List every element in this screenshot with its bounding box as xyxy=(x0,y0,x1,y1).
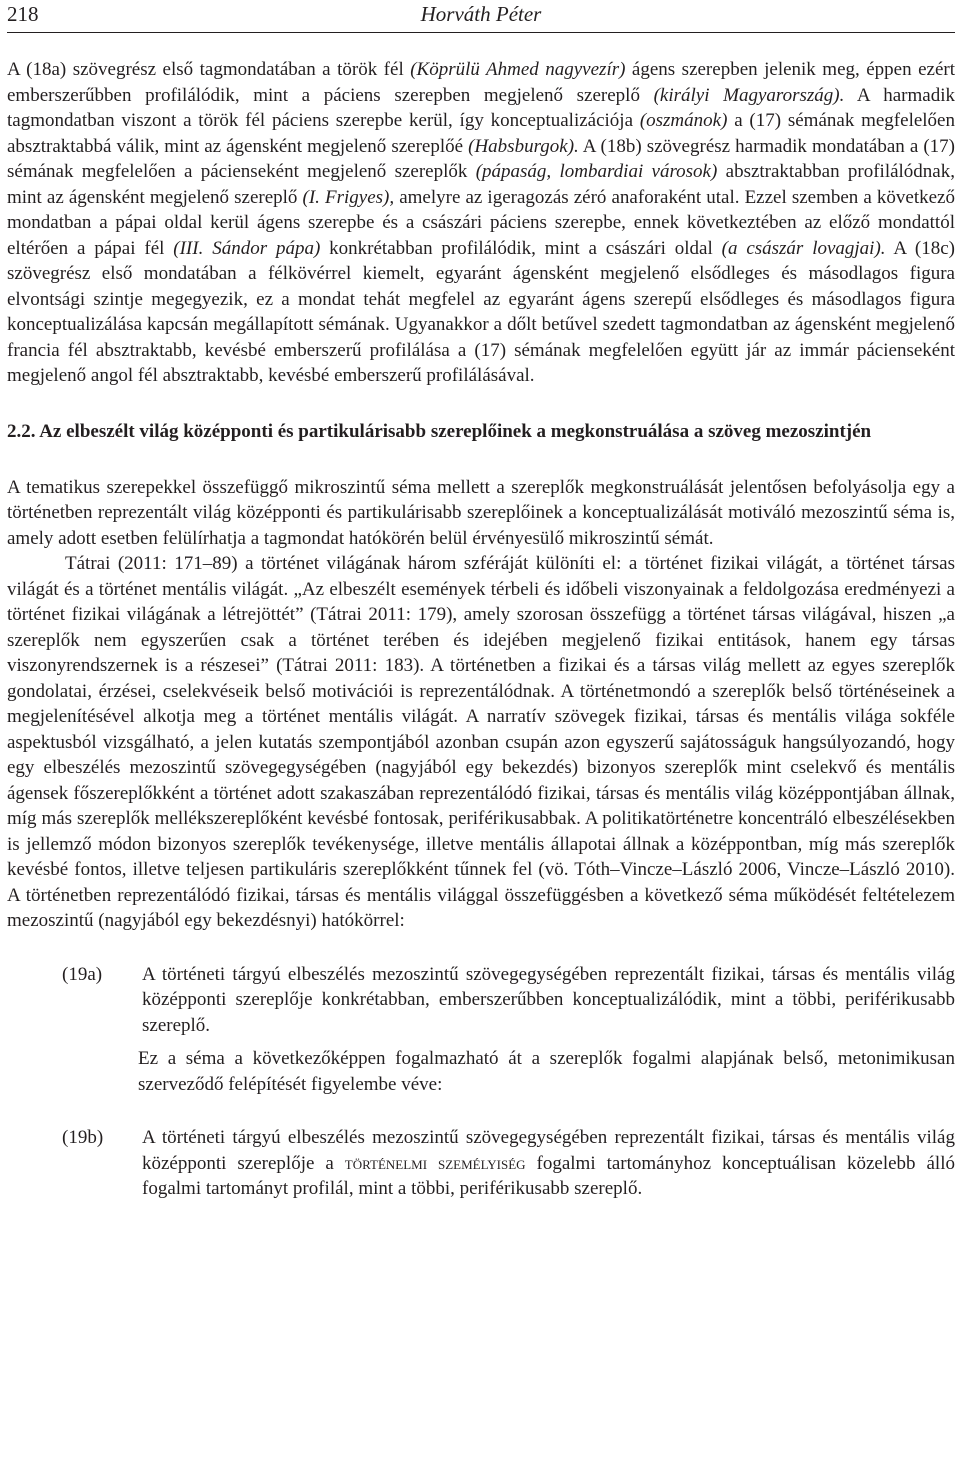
page-number: 218 xyxy=(7,2,39,26)
example-text xyxy=(142,1125,955,1202)
italic-run: (pápaság, lombardiai városok) xyxy=(475,161,718,182)
small-caps-run: történelmi személyiség xyxy=(344,1152,526,1174)
running-header xyxy=(7,0,955,33)
text-run: A (18c) szövegrész első mondatában a félkövérrel kiemelt, egyaránt ágensként megjelenő elsődleges és másodlagos figura elvontsági szintje megegyezik, ez a mondat tehát megfelel az egyaránt ágens szerepű elsődleges és másodlagos figura konceptualizálása kapcsán megállapított sémának. Ugyanakkor a dőlt betűvel szedett tagmondatban az ágensként megjelenő francia fél absztraktabb, kevésbé emberszerű profilálása a (17) sémának megfelelően együtt jár az immár pácienseként megjelenő angol fél absztraktabb, kevésbé emberszerű profilálásával. xyxy=(7,237,955,386)
text-run: fogalmi tartományhoz konceptuálisan közelebb álló fogalmi tartományt profilál, mint a többi, periférikusabb szereplő. xyxy=(142,1152,955,1199)
section-number: 2.2. xyxy=(7,420,36,442)
example-19a xyxy=(7,962,955,1039)
paragraph-1 xyxy=(7,57,955,389)
section-title: Az elbeszélt világ középponti és partikulárisabb szereplőinek a megkonstruálása a szöveg mezoszintjén xyxy=(39,420,872,442)
italic-run: (királyi Magyarország). xyxy=(653,84,845,106)
text-run: amelyre az igeragozás zéró anaforaként utal. Ezzel szemben a következő mondatban a pápai oldal kerül ágens szerepbe és a császári páciens szerepbe, ennek következtében az előző mondattól eltérően a pápai fél xyxy=(7,186,955,259)
text-run: A történeti tárgyú elbeszélés mezoszintű szövegegységében reprezentált fizikai, társas és mentális világ középponti szereplője a xyxy=(142,1127,955,1174)
example-text: A történeti tárgyú elbeszélés mezoszintű szövegegységében reprezentált fizikai, társas és mentális világ középponti szereplője konkrétabban, emberszerűbben konceptualizálódik, mint a többi, periférikusabb szereplő. xyxy=(142,963,955,1036)
text-run: A (18a) szövegrész első tagmondatában a török fél xyxy=(7,59,411,80)
text-run: a (17) sémának megfelelően absztraktabbá válik, mint az ágensként megjelenő szereplőé xyxy=(7,110,955,157)
text-run: konkrétabban profilálódik, mint a császári oldal xyxy=(320,237,722,259)
italic-run: (Köprülü Ahmed nagyvezír) xyxy=(410,59,626,80)
example-label: (19b) xyxy=(62,1127,104,1148)
example-19b xyxy=(7,1125,955,1202)
text-run: A harmadik tagmondatban viszont a török fél páciens szerepbe kerül, így konceptualizációja xyxy=(7,84,955,131)
text-run: absztraktabban profilálódnak, mint az ágensként megjelenő szereplő xyxy=(7,161,955,208)
section-heading xyxy=(7,419,955,444)
text-run: ágens szerepben jelenik meg, éppen ezért emberszerűbben profilálódik, mint a páciens szerepben megjelenő szereplő xyxy=(7,59,955,106)
page xyxy=(7,0,955,1202)
example-label: (19a) xyxy=(62,963,103,985)
italic-run: (Habsburgok). xyxy=(468,135,579,157)
paragraph-3: Tátrai (2011: 171–89) a történet világának három szféráját különíti el: a történet fizikai világát, a történet társas világát és a történet mentális világát. „Az elbeszélt események térbeli és időbeli viszonyainak a feldolgozása eredményezi a történet fizikai világának a létrejöttét” (Tátrai 2011: 179), amely szorosan összefügg a történet társas világával, hiszen „a szereplők nem egyszerűen csak a történet terében és idejében megjelenő fizikai entitások, hanem egy társas viszonyrendszernek is a részesei” (Tátrai 2011: 183). A történetben a fizikai és a társas világ mellett az egyes szereplők gondolatai, érzései, cselekvéseik belső motivációi is reprezentálódnak. A történetmondó a szereplők belső történéseinek a megjelenítésével alkotja meg a történet mentális világát. A narratív szövegek fizikai, társas és mentális világa sokféle aspektusból vizsgálható, a jelen kutatás szempontjából azonban csupán azon egyszerű sajátosságuk hangsúlyozandó, hogy egy elbeszélés mezoszintű szövegegységében (nagyjából egy bekezdés) bizonyos szereplők mint cselekvő és mentális ágensek főszereplőkként a történet adott szakaszában reprezentálódó fizikai, társas és mentális világ középpontjában állnak, míg más szereplők mellékszereplőként kevésbé fontosak, periférikusabbak. A politikatörténetre koncentráló elbeszélésekben is jellemző módon bizonyos szereplők tevékenysége, illetve mentális állapotai állnak a középpontban, míg más szereplők kevésbé fontos, illetve teljesen partikuláris szereplőkként tűnnek fel (vö. Tóth–Vincze–László 2006, Vincze–László 2010). A történetben reprezentálódó fizikai, társas és mentális világgal összefüggésben a következő séma működését feltételezem mezoszintű (nagyjából egy bekezdésnyi) hatókörrel: xyxy=(7,553,955,931)
example-note: Ez a séma a következőképpen fogalmazható át a szereplők fogalmi alapjának belső, metonimikusan szerveződő felépítését figyelembe véve: xyxy=(138,1048,955,1095)
paragraph-2: A tematikus szerepekkel összefüggő mikroszintű séma mellett a szereplők megkonstruálását jelentősen befolyásolja egy a történetben reprezentált világ középponti és partikulárisabb szereplőinek a konceptualizálását motiváló mezoszintű séma is, amely adott esetben felülírhatja a tagmondat hatókörén belül érvényesülő mikroszintű sémát. xyxy=(7,476,955,549)
italic-run: (I. Frigyes), xyxy=(302,186,395,208)
italic-run: (oszmánok) xyxy=(639,110,728,131)
italic-run: (a császár lovagjai). xyxy=(721,237,886,259)
running-header-author: Horváth Péter xyxy=(420,2,542,26)
text-run: A (18b) szövegrész harmadik mondatában a (17) sémának megfelelően a pácienseként megjelenő szereplők xyxy=(7,135,955,182)
italic-run: (III. Sándor pápa) xyxy=(173,237,321,259)
